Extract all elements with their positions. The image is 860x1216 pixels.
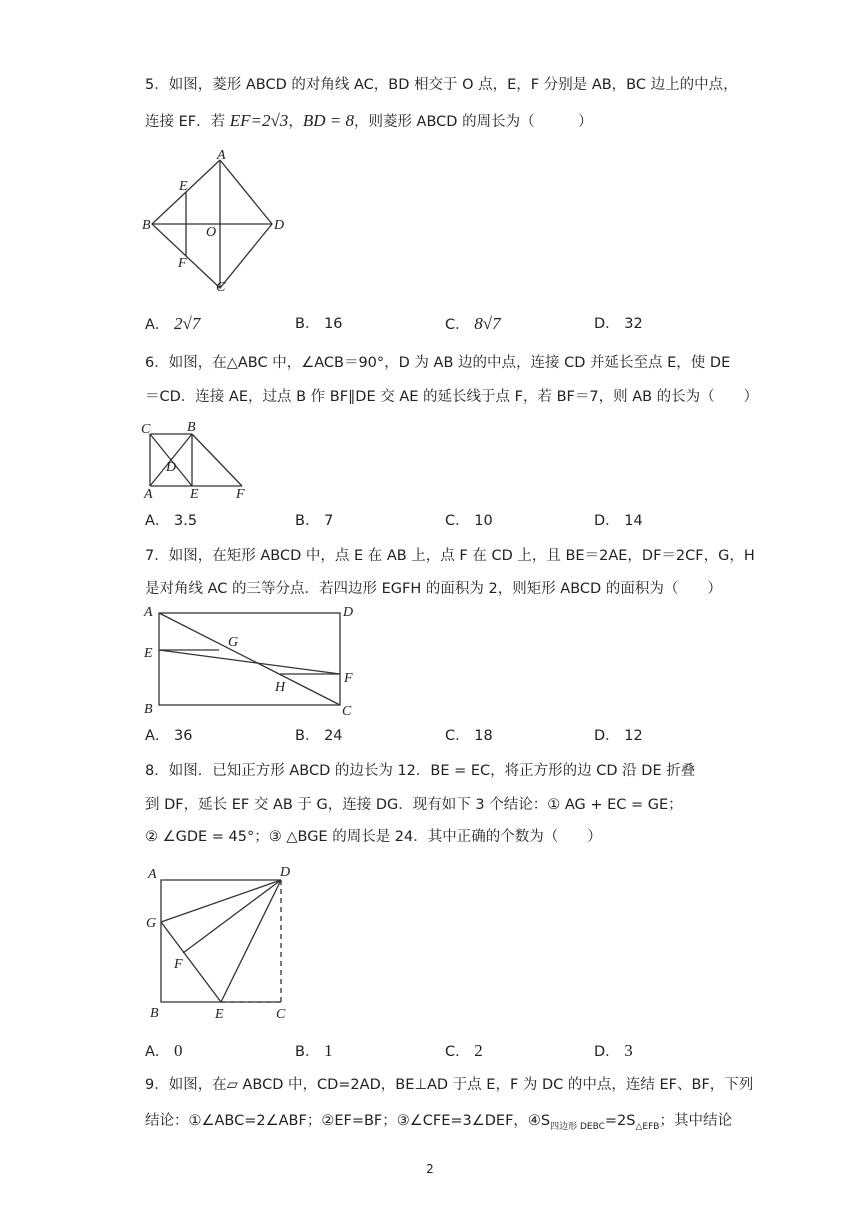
q8-stem-line1: 8．如图．已知正方形 ABCD 的边长为 12．BE = EC，将正方形的边 CD 沿 DE 折叠 xyxy=(145,763,696,779)
label-e: E xyxy=(190,487,199,500)
label-b: B xyxy=(150,1006,159,1021)
label-h: H xyxy=(275,680,286,695)
option-value: 18 xyxy=(474,728,493,744)
q5-rhombus-figure xyxy=(140,145,300,295)
q6-stem-line1: 6．如图，在△ABC 中，∠ACB＝90°，D 为 AB 边的中点，连接 CD 并延长至点 E，使 DE xyxy=(145,355,731,371)
q8-stem-line2: 到 DF，延长 EF 交 AB 于 G，连接 DG．现有如下 3 个结论：① AG + EC = GE； xyxy=(145,797,683,813)
q6-option-d[interactable] xyxy=(594,510,643,532)
option-letter: A． xyxy=(145,317,170,333)
q7-option-c[interactable] xyxy=(445,725,493,747)
segment-ef xyxy=(159,650,340,674)
q5-stem-line2 xyxy=(145,110,593,133)
q8-stem-line3: ② ∠GDE = 45°；③ △BGE 的周长是 24．其中正确的个数为（ ） xyxy=(145,829,602,845)
option-value: 3.5 xyxy=(174,513,198,529)
option-letter: A． xyxy=(145,728,170,744)
option-letter: D． xyxy=(594,1044,620,1060)
label-f: F xyxy=(236,487,245,500)
q7-rectangle-figure xyxy=(140,603,365,718)
option-value: 14 xyxy=(624,513,643,529)
label-f: F xyxy=(344,671,353,686)
option-value: 3 xyxy=(624,1041,633,1060)
q9-stem-line1: 9．如图，在▱ ABCD 中，CD=2AD，BE⊥AD 于点 E，F 为 DC 的中点，连结 EF、BF，下列 xyxy=(145,1077,754,1093)
q8-option-a[interactable] xyxy=(145,1040,183,1063)
q9-text: ；其中结论 xyxy=(659,1113,732,1129)
label-e: E xyxy=(215,1007,224,1022)
label-a: A xyxy=(144,605,153,620)
q5-text: 连接 EF．若 xyxy=(145,114,230,130)
option-value: 8√7 xyxy=(474,314,501,333)
q6-option-b[interactable] xyxy=(295,510,333,532)
q9-text: =2S xyxy=(604,1113,636,1129)
q5-bd-value: BD = 8 xyxy=(302,111,354,130)
q5-option-d[interactable] xyxy=(594,313,643,335)
option-letter: D． xyxy=(594,513,620,529)
q8-square-figure xyxy=(140,860,300,1025)
option-value: 16 xyxy=(324,316,343,332)
label-c: C xyxy=(342,704,352,718)
q7-stem-line2: 是对角线 AC 的三等分点．若四边形 EGFH 的面积为 2，则矩形 ABCD 的面积为（ ） xyxy=(145,581,722,597)
q5-option-a[interactable] xyxy=(145,313,200,336)
option-letter: B． xyxy=(295,1044,320,1060)
q8-option-c[interactable] xyxy=(445,1040,483,1063)
q8-option-b[interactable] xyxy=(295,1040,333,1063)
option-value: 2√7 xyxy=(174,314,201,333)
q5-option-b[interactable] xyxy=(295,313,343,335)
option-value: 36 xyxy=(174,728,193,744)
option-letter: C． xyxy=(445,317,470,333)
option-value: 32 xyxy=(624,316,643,332)
q5-stem-line1: 5．如图，菱形 ABCD 的对角线 AC，BD 相交于 O 点，E，F 分别是 AB，BC 边上的中点， xyxy=(145,77,738,93)
q6-option-a[interactable] xyxy=(145,510,197,532)
label-o: O xyxy=(206,225,217,240)
page-number: 2 xyxy=(426,1162,434,1176)
q5-ef-value: EF=2√3 xyxy=(229,111,289,130)
q7-option-a[interactable] xyxy=(145,725,192,747)
q5-text: ，则菱形 ABCD 的周长为（ ） xyxy=(353,114,593,130)
option-letter: D． xyxy=(594,316,620,332)
option-letter: C． xyxy=(445,513,470,529)
option-letter: B． xyxy=(295,316,320,332)
label-d: D xyxy=(166,460,177,475)
segment-ge xyxy=(161,922,221,1002)
option-value: 24 xyxy=(324,728,343,744)
option-letter: C． xyxy=(445,728,470,744)
q7-option-d[interactable] xyxy=(594,725,643,747)
q9-stem-line2 xyxy=(145,1110,732,1138)
label-g: G xyxy=(146,916,157,931)
q6-triangle-figure xyxy=(140,418,255,500)
label-c: C xyxy=(276,1007,286,1022)
label-d: D xyxy=(280,865,291,880)
q5-option-c[interactable] xyxy=(445,313,501,336)
option-letter: D． xyxy=(594,728,620,744)
option-value: 1 xyxy=(324,1041,333,1060)
label-b: B xyxy=(142,218,151,233)
label-c: C xyxy=(141,422,151,437)
segment-bf xyxy=(192,434,242,486)
label-a: A xyxy=(217,148,226,163)
q6-option-c[interactable] xyxy=(445,510,493,532)
option-value: 12 xyxy=(624,728,643,744)
q7-option-b[interactable] xyxy=(295,725,343,747)
square-sides xyxy=(161,880,281,1002)
option-value: 7 xyxy=(324,513,334,529)
label-c: C xyxy=(216,280,226,295)
label-e: E xyxy=(179,179,188,194)
diagonal-ac xyxy=(159,613,340,705)
segment-df xyxy=(183,880,281,953)
option-value: 10 xyxy=(474,513,493,529)
q6-stem-line2: ＝CD．连接 AE，过点 B 作 BF∥DE 交 AE 的延长线于点 F，若 BF＝7，则 AB 的长为（ ） xyxy=(145,389,759,405)
option-value: 2 xyxy=(474,1041,483,1060)
option-letter: A． xyxy=(145,1044,170,1060)
label-d: D xyxy=(343,605,354,620)
label-b: B xyxy=(187,420,196,435)
label-b: B xyxy=(144,702,153,717)
option-letter: C． xyxy=(445,1044,470,1060)
label-a: A xyxy=(144,487,153,500)
label-f: F xyxy=(178,256,187,271)
option-letter: A． xyxy=(145,513,170,529)
q9-subscript: △EFB xyxy=(635,1121,660,1132)
q5-text: ， xyxy=(288,114,303,130)
label-e: E xyxy=(144,646,153,661)
label-d: D xyxy=(274,218,285,233)
label-f: F xyxy=(174,957,183,972)
q7-stem-line1: 7．如图，在矩形 ABCD 中，点 E 在 AB 上，点 F 在 CD 上，且 BE＝2AE，DF＝2CF，G，H xyxy=(145,548,755,564)
option-letter: B． xyxy=(295,728,320,744)
option-value: 0 xyxy=(174,1041,183,1060)
q8-option-d[interactable] xyxy=(594,1040,633,1063)
q9-subscript: 四边形 DEBC xyxy=(550,1121,605,1132)
q9-text: 结论：①∠ABC=2∠ABF；②EF=BF；③∠CFE=3∠DEF，④S xyxy=(145,1113,551,1129)
option-letter: B． xyxy=(295,513,320,529)
label-a: A xyxy=(148,867,157,882)
label-g: G xyxy=(228,635,239,650)
